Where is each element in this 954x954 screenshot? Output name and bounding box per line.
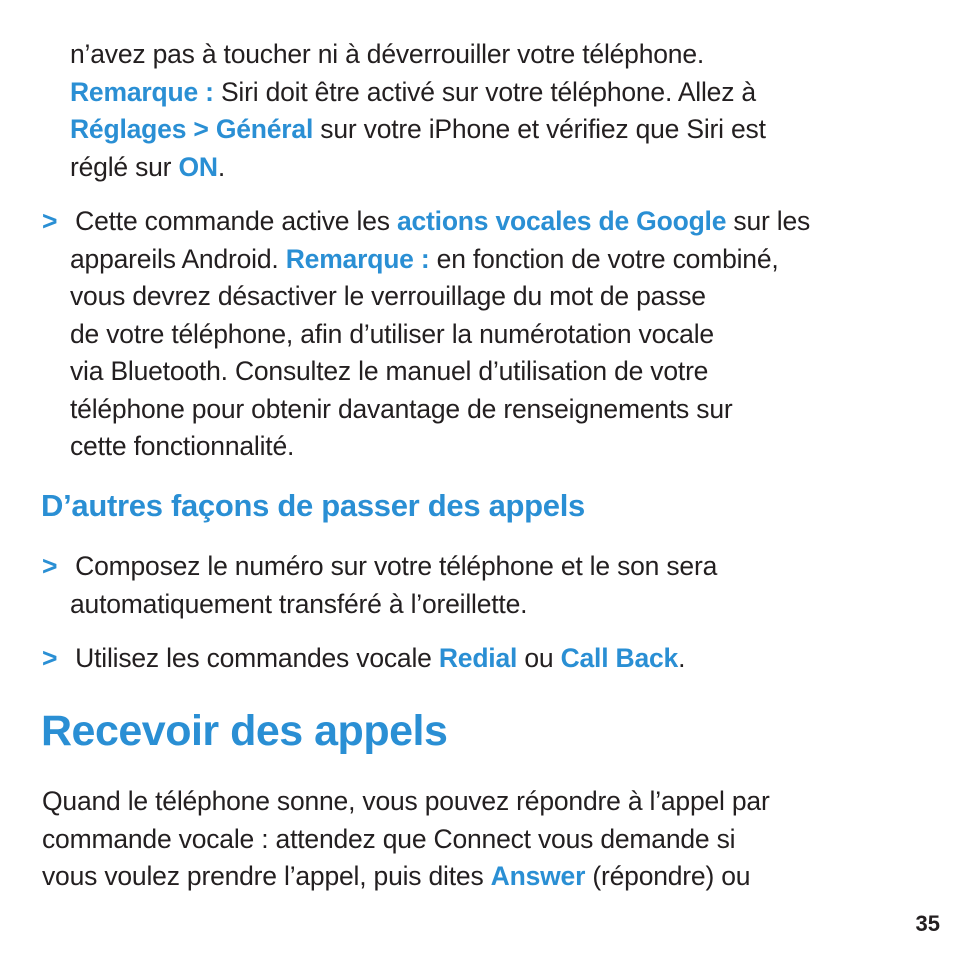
- text-run: ou: [517, 643, 561, 673]
- text-run: Utilisez les commandes vocale: [68, 643, 439, 673]
- redial-command: Redial: [438, 643, 518, 673]
- text-line: automatiquement transféré à l’oreillette.: [70, 588, 528, 619]
- text-run: vous voulez prendre l’appel, puis dites: [42, 861, 491, 891]
- text-run: .: [217, 151, 225, 182]
- answer-command: Answer: [490, 861, 586, 891]
- bullet-arrow-icon: >: [42, 551, 58, 581]
- remark-label: Remarque :: [70, 76, 214, 107]
- text-run: appareils Android.: [70, 243, 286, 274]
- bullet-arrow-icon: >: [42, 643, 58, 673]
- dial-number-bullet: [42, 548, 717, 623]
- text-run: Composez le numéro sur votre téléphone et le son sera: [68, 551, 718, 581]
- text-line: [42, 640, 685, 678]
- text-line: cette fonctionnalité.: [70, 431, 295, 461]
- remark-label: Remarque :: [285, 243, 430, 274]
- receive-calls-paragraph: [42, 783, 770, 896]
- receive-calls-heading: Recevoir des appels: [41, 707, 448, 755]
- text-line: [42, 203, 810, 241]
- call-back-command: Call Back: [560, 643, 679, 673]
- text-line: [70, 74, 766, 112]
- text-line: vous devrez désactiver le verrouillage du mot de passe: [70, 281, 706, 311]
- text-line: [42, 548, 717, 586]
- text-run: Siri doit être activé sur votre téléphone. Allez à: [213, 76, 756, 107]
- text-line: Quand le téléphone sonne, vous pouvez répondre à l’appel par: [42, 786, 770, 816]
- text-run: sur les: [726, 206, 811, 236]
- text-run: Cette commande active les: [68, 206, 397, 236]
- text-run: réglé sur: [70, 151, 179, 182]
- text-run: (répondre) ou: [585, 861, 751, 891]
- text-run: sur votre iPhone et vérifiez que Siri est: [313, 114, 766, 144]
- on-setting: ON: [178, 151, 218, 182]
- text-line: [42, 858, 770, 896]
- voice-commands-bullet: [42, 640, 685, 678]
- text-line: via Bluetooth. Consultez le manuel d’utilisation de votre: [70, 356, 709, 386]
- settings-path: Réglages > Général: [70, 114, 314, 144]
- google-voice-bullet: [42, 203, 810, 466]
- siri-note-paragraph: [70, 36, 766, 186]
- text-line: [70, 149, 766, 187]
- text-line: [70, 111, 766, 149]
- text-line: téléphone pour obtenir davantage de renseignements sur: [70, 393, 733, 424]
- text-run: en fonction de votre combiné,: [429, 243, 779, 274]
- text-line: commande vocale : attendez que Connect vous demande si: [42, 823, 736, 854]
- other-ways-subheading: D’autres façons de passer des appels: [41, 488, 585, 523]
- bullet-arrow-icon: >: [42, 206, 58, 236]
- text-line: de votre téléphone, afin d’utiliser la numérotation vocale: [70, 318, 714, 349]
- google-voice-actions: actions vocales de Google: [396, 206, 727, 236]
- page-number: 35: [915, 911, 940, 936]
- text-line: [42, 241, 810, 279]
- text-run: .: [678, 643, 686, 673]
- text-line: n’avez pas à toucher ni à déverrouiller votre téléphone.: [70, 39, 705, 69]
